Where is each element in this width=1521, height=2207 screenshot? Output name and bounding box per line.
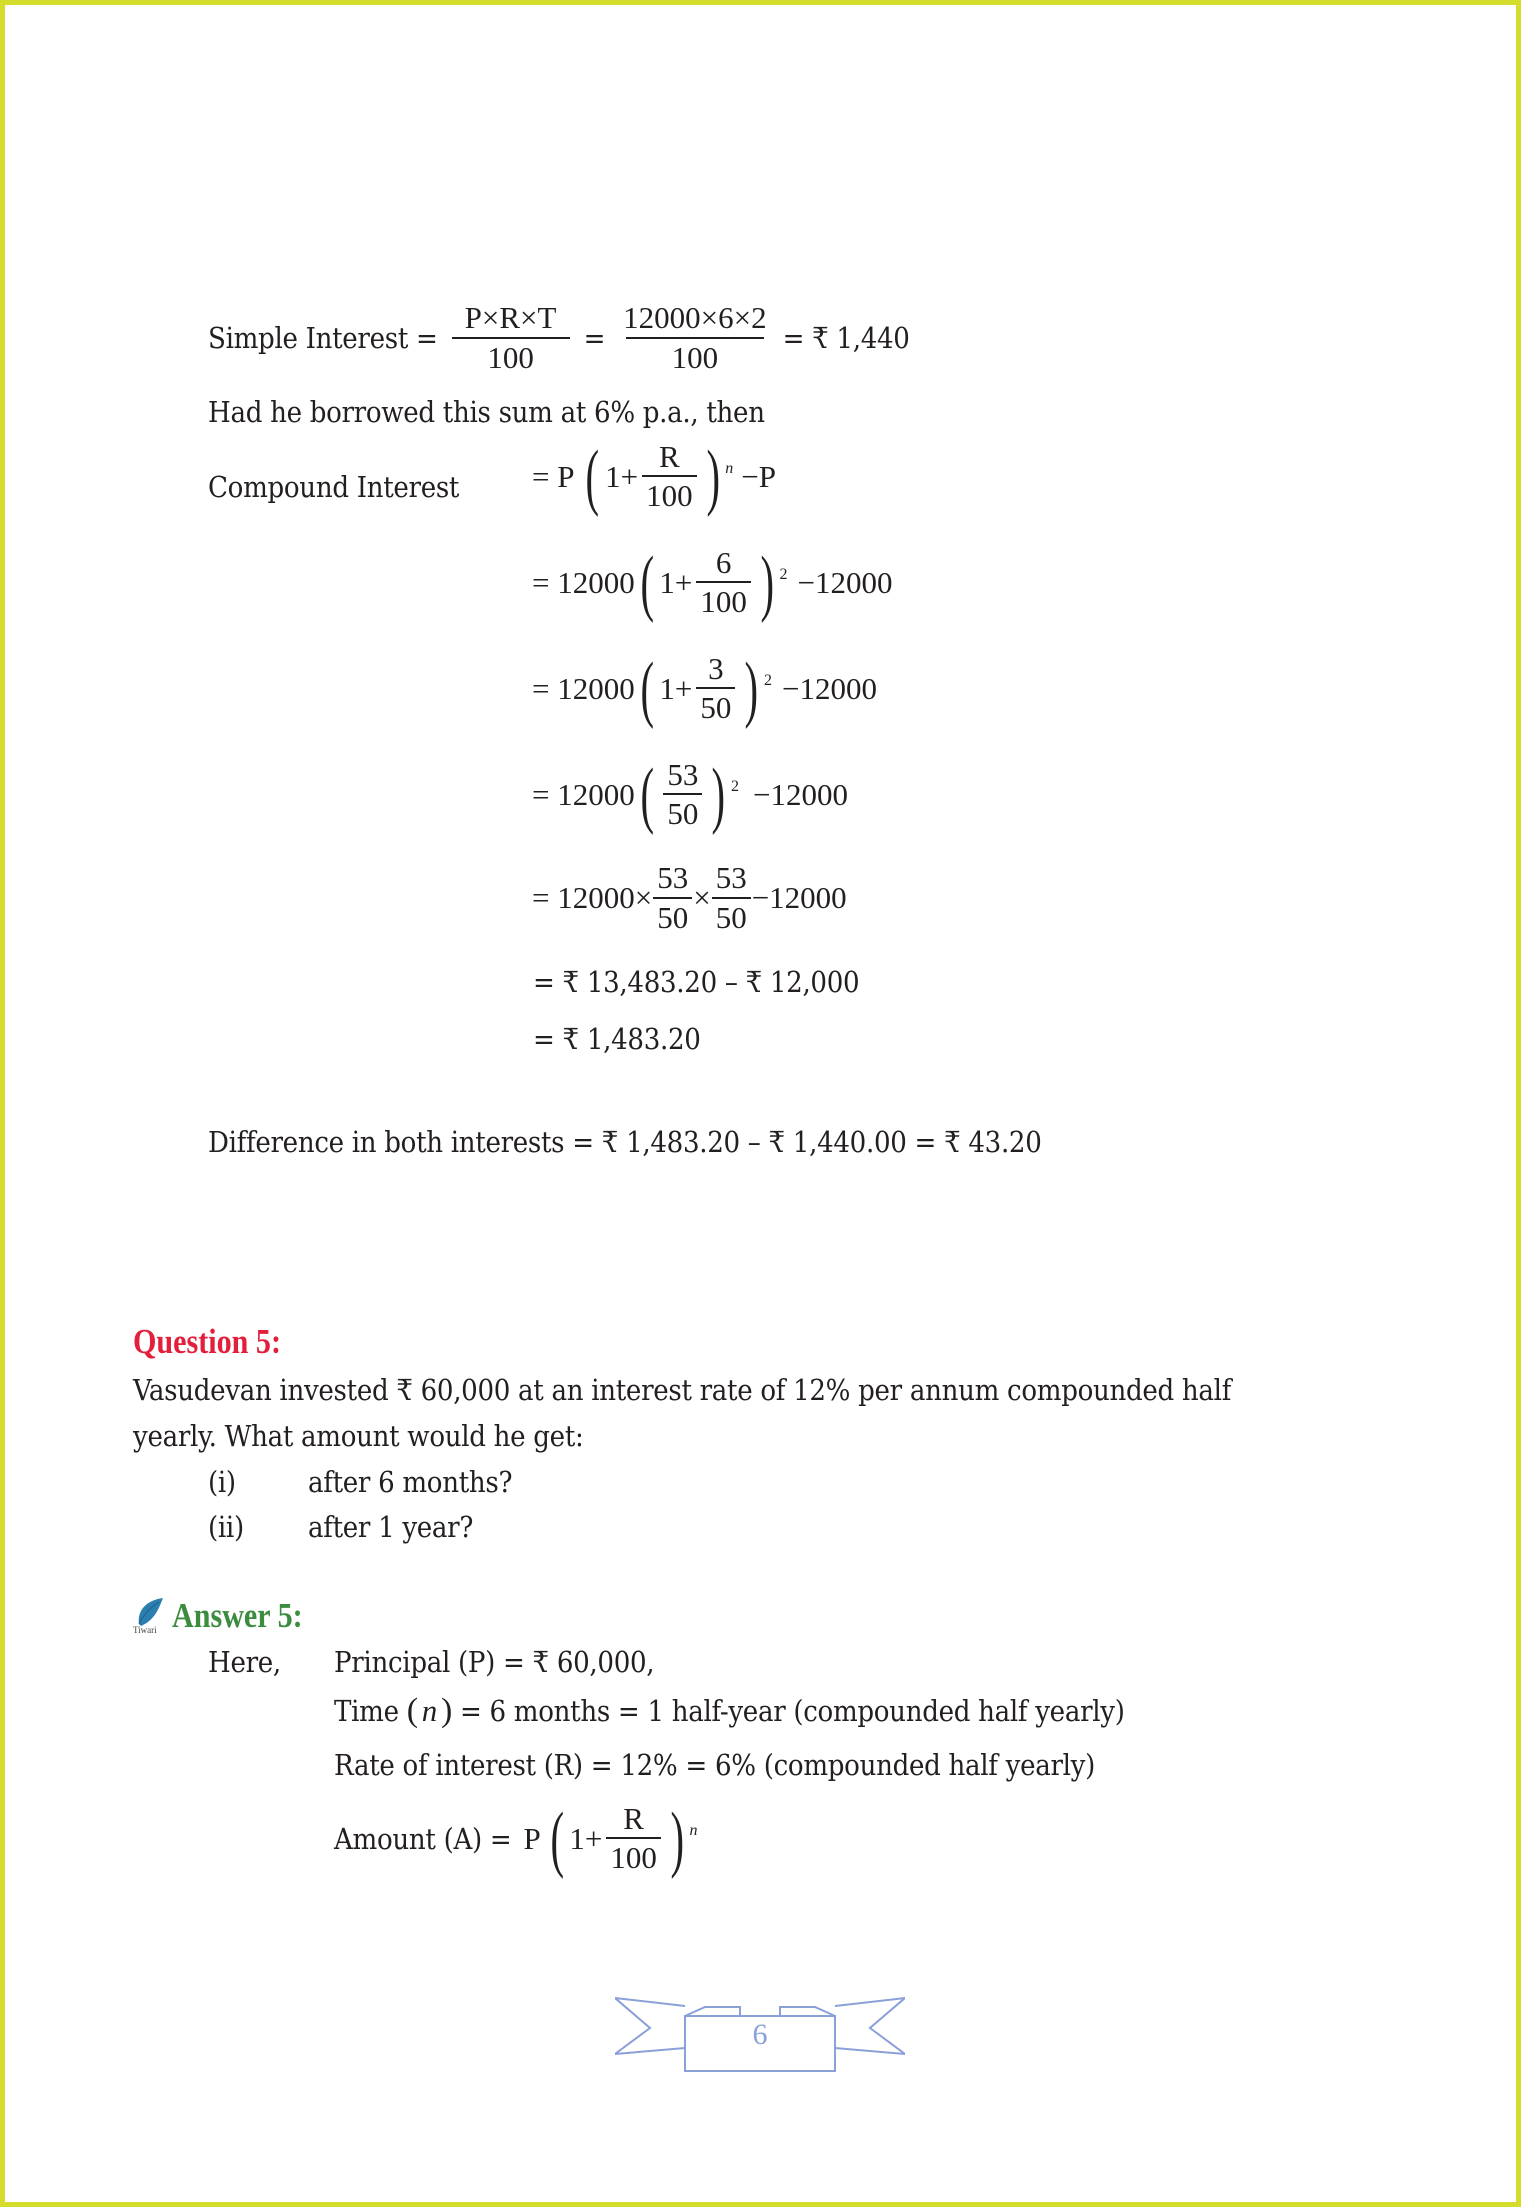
time-variable: n bbox=[421, 1693, 437, 1728]
denominator: 100 bbox=[626, 337, 764, 375]
one-plus: 1+ bbox=[659, 565, 693, 600]
right-paren: ) bbox=[760, 542, 774, 624]
equals: = bbox=[583, 321, 606, 356]
step-suffix: −12000 bbox=[797, 565, 893, 600]
ci-step-1 bbox=[532, 436, 777, 518]
borrowed-line: Had he borrowed this sum at 6% p.a., then bbox=[208, 395, 765, 429]
left-paren: ( bbox=[640, 648, 654, 730]
denominator: 100 bbox=[606, 1837, 661, 1875]
ci-step-2 bbox=[532, 542, 893, 624]
step-suffix: −12000 bbox=[782, 671, 878, 706]
right-paren: ) bbox=[744, 648, 759, 730]
principal-symbol: P bbox=[523, 1821, 541, 1856]
denominator: 50 bbox=[696, 687, 735, 725]
amount-formula bbox=[334, 1798, 698, 1880]
right-paren: ) bbox=[670, 1798, 684, 1880]
fraction bbox=[696, 650, 735, 726]
page-number: 6 bbox=[752, 2018, 768, 2051]
compound-interest-label: Compound Interest bbox=[208, 470, 460, 504]
numerator: 12000×6×2 bbox=[623, 300, 767, 335]
left-paren: ( bbox=[640, 754, 654, 836]
question-5-heading: Question 5: bbox=[133, 1322, 282, 1361]
difference-line: Difference in both interests = ₹ 1,483.20 – ₹ 1,440.00 = ₹ 43.20 bbox=[208, 1125, 1042, 1159]
step-prefix: = 12000 bbox=[532, 565, 635, 600]
numerator: P×R×T bbox=[464, 300, 557, 335]
step-prefix: = P bbox=[532, 459, 575, 494]
numerator: 53 bbox=[657, 860, 689, 895]
fraction bbox=[606, 1800, 661, 1876]
simple-interest-line bbox=[208, 302, 910, 375]
left-paren: ( bbox=[586, 436, 600, 518]
exponent: 2 bbox=[779, 566, 788, 583]
logo-text: Tiwari bbox=[133, 1625, 157, 1635]
rate-line: Rate of interest (R) = 12% = 6% (compounded half yearly) bbox=[334, 1748, 1095, 1782]
question-5-part-i-label: (i) bbox=[208, 1465, 236, 1499]
denominator: 100 bbox=[696, 581, 751, 619]
exponent: 2 bbox=[731, 778, 740, 795]
ci-step-5 bbox=[532, 862, 847, 935]
step-prefix: = 12000 bbox=[532, 777, 635, 812]
simple-interest-label: Simple Interest = bbox=[208, 321, 438, 356]
left-paren: ( bbox=[640, 542, 654, 624]
paren-open: ( bbox=[406, 1692, 418, 1729]
paren-close: ) bbox=[440, 1692, 452, 1729]
right-paren: ) bbox=[711, 754, 726, 836]
one-plus: 1+ bbox=[659, 671, 693, 706]
page-number-ribbon bbox=[615, 1990, 905, 2080]
denominator: 50 bbox=[663, 793, 702, 831]
fraction bbox=[696, 544, 751, 620]
fraction-1 bbox=[653, 862, 692, 935]
one-plus: 1+ bbox=[569, 1821, 603, 1856]
ci-step-7: = ₹ 1,483.20 bbox=[533, 1022, 701, 1056]
question-5-part-ii-label: (ii) bbox=[208, 1510, 244, 1544]
exponent: n bbox=[725, 460, 734, 477]
denominator: 50 bbox=[653, 897, 692, 935]
here-label: Here, bbox=[208, 1645, 281, 1679]
ci-step-3 bbox=[532, 648, 878, 730]
exponent: n bbox=[689, 1822, 698, 1839]
answer-5-heading: Answer 5: bbox=[172, 1596, 303, 1635]
step-suffix: −P bbox=[741, 459, 777, 494]
question-5-part-ii-text: after 1 year? bbox=[308, 1510, 474, 1544]
numerator: 53 bbox=[715, 860, 747, 895]
times: × bbox=[693, 880, 711, 916]
one-plus: 1+ bbox=[605, 459, 639, 494]
question-5-line-2: yearly. What amount would he get: bbox=[133, 1419, 584, 1453]
time-value: = 6 months = 1 half-year (compounded half yearly) bbox=[459, 1694, 1125, 1728]
question-5-part-i-text: after 6 months? bbox=[308, 1465, 513, 1499]
numerator: R bbox=[659, 438, 680, 474]
step-prefix: = 12000× bbox=[532, 880, 653, 916]
time-line bbox=[334, 1692, 1125, 1730]
ci-step-4 bbox=[532, 754, 849, 836]
numerator: R bbox=[623, 1800, 644, 1836]
denominator: 50 bbox=[712, 897, 751, 935]
step-prefix: = 12000 bbox=[532, 671, 635, 706]
amount-label: Amount (A) = bbox=[334, 1822, 512, 1856]
time-label: Time bbox=[334, 1694, 399, 1728]
si-formula-fraction bbox=[452, 302, 570, 375]
si-values-fraction bbox=[619, 302, 770, 375]
fraction-2 bbox=[712, 862, 751, 935]
numerator: 3 bbox=[708, 650, 724, 686]
left-paren: ( bbox=[550, 1798, 564, 1880]
question-5-line-1: Vasudevan invested ₹ 60,000 at an interest rate of 12% per annum compounded half bbox=[133, 1373, 1232, 1407]
tiwari-logo bbox=[133, 1596, 169, 1636]
principal-line: Principal (P) = ₹ 60,000, bbox=[334, 1645, 655, 1679]
fraction bbox=[642, 438, 697, 514]
step-suffix: −12000 bbox=[753, 777, 849, 812]
si-result: = ₹ 1,440 bbox=[782, 321, 910, 356]
denominator: 100 bbox=[642, 475, 697, 513]
numerator: 6 bbox=[715, 544, 732, 580]
right-paren: ) bbox=[706, 436, 720, 518]
ci-step-6: = ₹ 13,483.20 – ₹ 12,000 bbox=[533, 965, 860, 999]
fraction bbox=[663, 756, 702, 832]
step-suffix: −12000 bbox=[751, 880, 847, 916]
numerator: 53 bbox=[667, 756, 699, 792]
denominator: 100 bbox=[452, 337, 570, 375]
exponent: 2 bbox=[764, 672, 773, 689]
